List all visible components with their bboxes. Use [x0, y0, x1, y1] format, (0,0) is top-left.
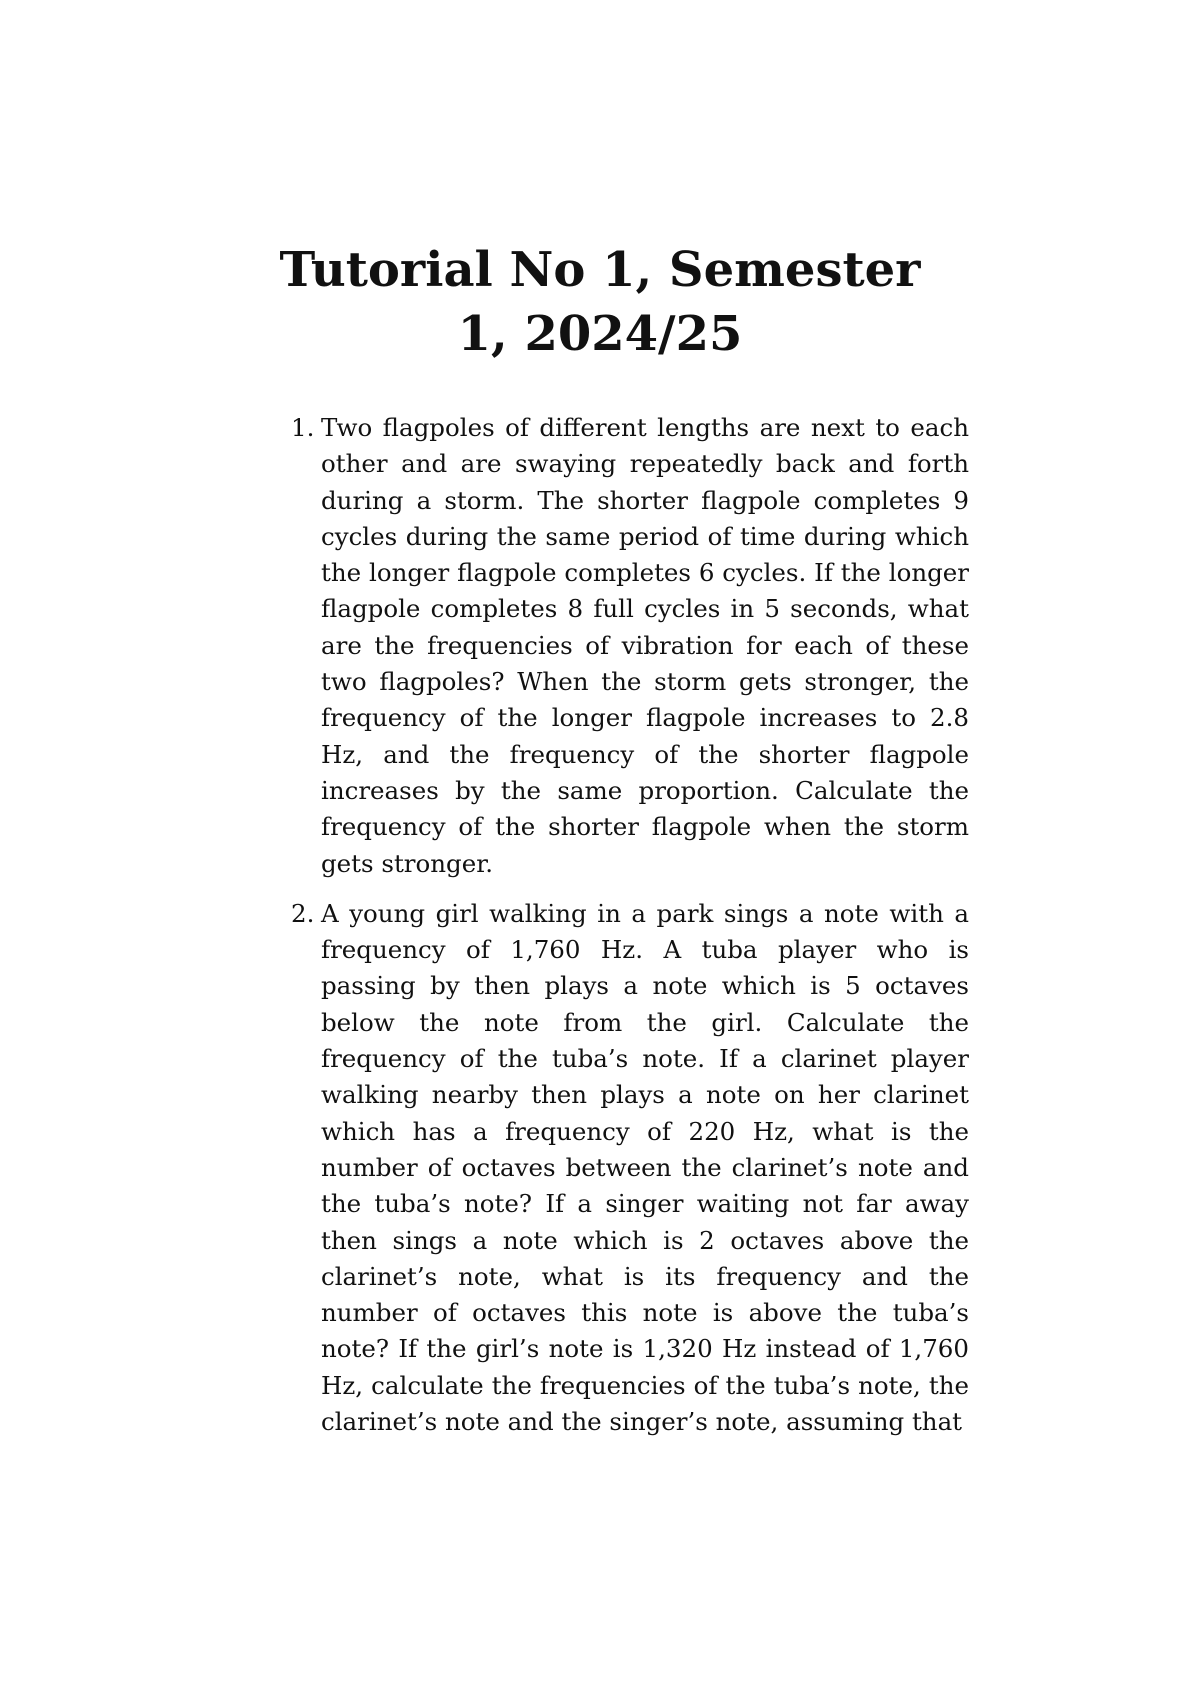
- problem-item-1: [291, 410, 969, 882]
- problem-text: Two flagpoles of different lengths are next to each other and are swaying repeatedly back and forth during a storm. The shorter flagpole completes 9 cycles during the same period of time during which the longer flagpole completes 6 cycles. If the longer flagpole completes 8 full cycles in 5 seconds, what are the frequencies of vibration for each of these two flagpoles? When the storm gets stronger, the frequency of the longer flagpole increases to 2.8 Hz, and the frequency of the shorter flagpole increases by the same proportion. Calculate the frequency of the shorter flagpole when the storm gets stronger.: [321, 413, 969, 878]
- page-title: Tutorial No 1, Semester 1, 2024/25: [279, 242, 921, 362]
- problem-text: A young girl walking in a park sings a note with a frequency of 1,760 Hz. A tuba player who is passing by then plays a note which is 5 octaves below the note from the girl. Calculate the frequency of the tuba’s note. If a clarinet player walking nearby then plays a note on her clarinet which has a frequency of 220 Hz, what is the number of octaves between the clarinet’s note and the tuba’s note? If a singer waiting not far away then sings a note which is 2 octaves above the clarinet’s note, what is its frequency and the number of octaves this note is above the tuba’s note? If the girl’s note is 1,320 Hz instead of 1,760 Hz, calculate the frequencies of the tuba’s note, the clarinet’s note and the singer’s note, assuming that: [321, 898, 969, 1437]
- problem-number: 2.: [291, 898, 315, 928]
- problem-item-2: [291, 896, 969, 1440]
- problem-number: 1.: [291, 413, 315, 442]
- problem-list: [291, 410, 969, 1454]
